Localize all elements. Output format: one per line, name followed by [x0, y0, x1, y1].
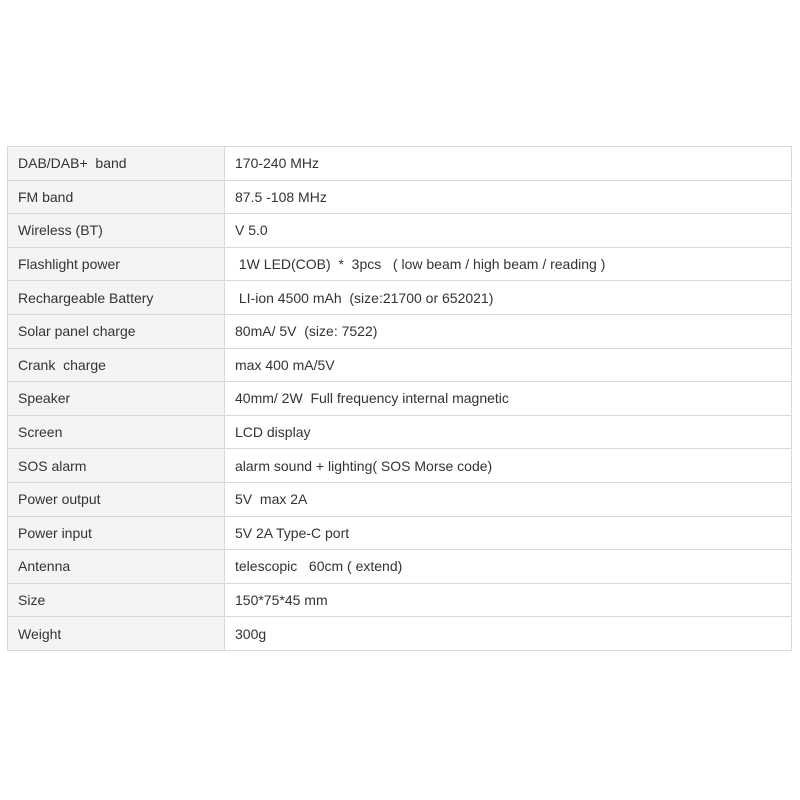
- table-row: [8, 382, 792, 416]
- spec-label: Wireless (BT): [8, 214, 225, 248]
- spec-value: 150*75*45 mm: [225, 583, 792, 617]
- spec-value: 5V max 2A: [225, 482, 792, 516]
- spec-label: Power input: [8, 516, 225, 550]
- spec-label: Rechargeable Battery: [8, 281, 225, 315]
- spec-label: Weight: [8, 617, 225, 651]
- spec-table: [7, 146, 792, 651]
- spec-label: Antenna: [8, 550, 225, 584]
- table-row: [8, 281, 792, 315]
- spec-table-body: [8, 147, 792, 651]
- spec-value: 170-240 MHz: [225, 147, 792, 181]
- spec-label: Size: [8, 583, 225, 617]
- table-row: [8, 482, 792, 516]
- table-row: [8, 617, 792, 651]
- table-row: [8, 550, 792, 584]
- spec-value: alarm sound + lighting( SOS Morse code): [225, 449, 792, 483]
- spec-value: 1W LED(COB) * 3pcs ( low beam / high beam / reading ): [225, 247, 792, 281]
- table-row: [8, 214, 792, 248]
- spec-value: LI-ion 4500 mAh (size:21700 or 652021): [225, 281, 792, 315]
- table-row: [8, 180, 792, 214]
- spec-label: DAB/DAB+ band: [8, 147, 225, 181]
- spec-value: LCD display: [225, 415, 792, 449]
- table-row: [8, 415, 792, 449]
- spec-value: max 400 mA/5V: [225, 348, 792, 382]
- spec-label: Solar panel charge: [8, 314, 225, 348]
- table-row: [8, 583, 792, 617]
- table-row: [8, 348, 792, 382]
- spec-label: Crank charge: [8, 348, 225, 382]
- table-row: [8, 247, 792, 281]
- spec-value: 40mm/ 2W Full frequency internal magnetic: [225, 382, 792, 416]
- spec-label: Power output: [8, 482, 225, 516]
- spec-label: FM band: [8, 180, 225, 214]
- spec-value: V 5.0: [225, 214, 792, 248]
- table-row: [8, 449, 792, 483]
- spec-value: 87.5 -108 MHz: [225, 180, 792, 214]
- spec-value: telescopic 60cm ( extend): [225, 550, 792, 584]
- table-row: [8, 147, 792, 181]
- spec-label: Speaker: [8, 382, 225, 416]
- spec-value: 300g: [225, 617, 792, 651]
- spec-label: SOS alarm: [8, 449, 225, 483]
- table-row: [8, 314, 792, 348]
- spec-value: 80mA/ 5V (size: 7522): [225, 314, 792, 348]
- spec-label: Screen: [8, 415, 225, 449]
- spec-value: 5V 2A Type-C port: [225, 516, 792, 550]
- table-row: [8, 516, 792, 550]
- spec-label: Flashlight power: [8, 247, 225, 281]
